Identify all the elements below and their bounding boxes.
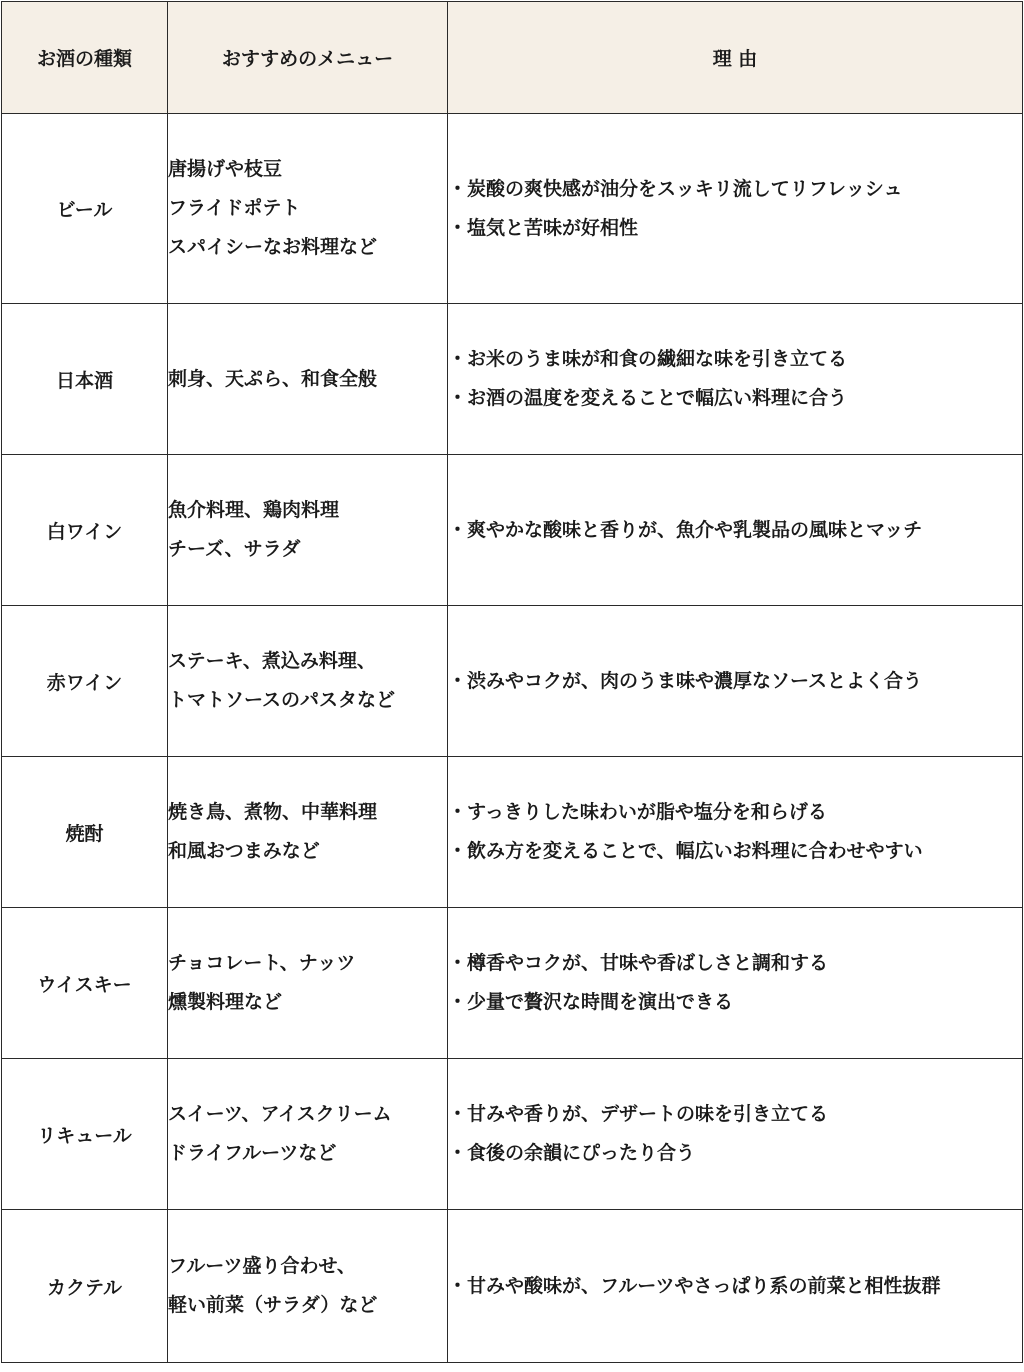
menu-line: チーズ、サラダ (168, 538, 301, 560)
menu-line: チョコレート、ナッツ (168, 952, 356, 974)
drink-type-cell: 赤ワイン (2, 606, 168, 757)
table-row (2, 606, 1023, 757)
reason-line: ・渋みやコクが、肉のうま味や濃厚なソースとよく合う (448, 669, 923, 692)
header-recommended-menu: おすすめのメニュー (168, 2, 448, 114)
reason-line: ・お酒の温度を変えることで幅広い料理に合う (448, 387, 848, 409)
menu-line: 焼き鳥、煮物、中華料理 (168, 801, 378, 823)
reason-line: ・すっきりした味わいが脂や塩分を和らげる (448, 801, 827, 823)
reason-line: ・塩気と苦味が好相性 (448, 216, 639, 239)
header-reason: 理 由 (448, 2, 1023, 114)
menu-line: 唐揚げや枝豆 (168, 158, 283, 180)
menu-cell (168, 304, 448, 455)
drink-type-cell: 日本酒 (2, 304, 168, 455)
menu-cell (168, 455, 448, 606)
reason-line: ・食後の余韻にぴったり合う (448, 1142, 696, 1164)
drink-type-cell: 白ワイン (2, 455, 168, 606)
reason-cell (448, 1059, 1023, 1210)
table-row (2, 1210, 1023, 1363)
drink-type-cell: ウイスキー (2, 908, 168, 1059)
table-header-row (2, 2, 1023, 114)
menu-line: スイーツ、アイスクリーム (168, 1103, 392, 1125)
menu-cell (168, 1210, 448, 1363)
menu-cell (168, 1059, 448, 1210)
reason-line: ・爽やかな酸味と香りが、魚介や乳製品の風味とマッチ (448, 518, 923, 541)
reason-line: ・少量で贅沢な時間を演出できる (448, 991, 734, 1013)
menu-line: フライドポテト (168, 197, 301, 219)
reason-line: ・甘みや香りが、デザートの味を引き立てる (448, 1103, 829, 1125)
menu-line: ドライフルーツなど (168, 1142, 337, 1164)
menu-line: 和風おつまみなど (168, 840, 320, 862)
reason-cell (448, 304, 1023, 455)
menu-line: トマトソースのパスタなど (168, 689, 396, 711)
menu-cell (168, 114, 448, 304)
reason-line: ・樽香やコクが、甘味や香ばしさと調和する (448, 952, 829, 974)
reason-line: ・甘みや酸味が、フルーツやさっぱり系の前菜と相性抜群 (448, 1274, 941, 1297)
menu-line: 魚介料理、鶏肉料理 (168, 499, 340, 521)
reason-line: ・炭酸の爽快感が油分をスッキリ流してリフレッシュ (448, 177, 903, 200)
drink-type-cell: リキュール (2, 1059, 168, 1210)
table-row (2, 908, 1023, 1059)
menu-line: スパイシーなお料理など (168, 236, 378, 258)
reason-cell (448, 606, 1023, 757)
menu-line: 軽い前菜（サラダ）など (168, 1294, 378, 1316)
menu-line: フルーツ盛り合わせ、 (168, 1255, 356, 1277)
table-row (2, 757, 1023, 908)
menu-cell (168, 908, 448, 1059)
menu-line: 燻製料理など (168, 991, 283, 1013)
drink-type-cell: ビール (2, 114, 168, 304)
header-drink-type: お酒の種類 (2, 2, 168, 114)
table-row (2, 1059, 1023, 1210)
reason-cell (448, 455, 1023, 606)
menu-cell (168, 757, 448, 908)
reason-line: ・お米のうま味が和食の繊細な味を引き立てる (448, 348, 848, 370)
drink-type-cell: 焼酎 (2, 757, 168, 908)
reason-cell (448, 1210, 1023, 1363)
menu-cell (168, 606, 448, 757)
reason-line: ・飲み方を変えることで、幅広いお料理に合わせやすい (448, 840, 923, 862)
reason-cell (448, 908, 1023, 1059)
menu-line: ステーキ、煮込み料理、 (168, 650, 376, 672)
drink-type-cell: カクテル (2, 1210, 168, 1363)
table-row (2, 304, 1023, 455)
menu-line: 刺身、天ぷら、和食全般 (168, 367, 378, 390)
reason-cell (448, 757, 1023, 908)
reason-cell (448, 114, 1023, 304)
table-row (2, 455, 1023, 606)
table-row (2, 114, 1023, 304)
drink-pairing-table (1, 1, 1023, 1363)
